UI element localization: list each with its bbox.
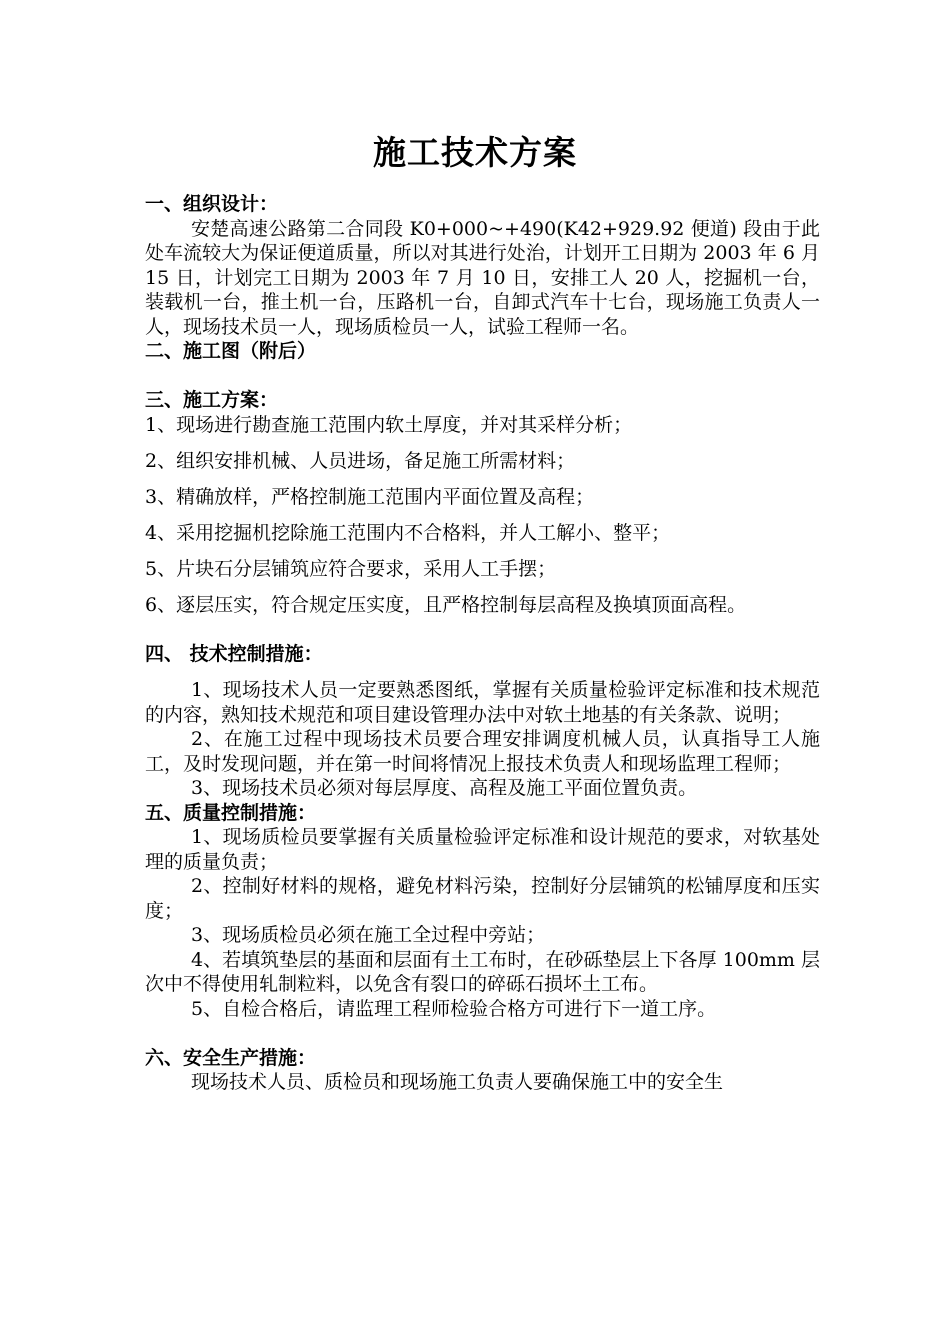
- section-heading: 一、组织设计：: [145, 193, 279, 215]
- list-item: 2、控制好材料的规格，避免材料污染，控制好分层铺筑的松铺厚度和压实度；: [145, 875, 820, 922]
- list-item: 6、逐层压实，符合规定压实度，且严格控制每层高程及换填顶面高程。: [145, 593, 747, 616]
- document-title: 施工技术方案: [373, 133, 577, 172]
- section-heading: 六、安全生产措施：: [145, 1046, 317, 1069]
- list-item: 1、现场进行勘查施工范围内软土厚度，并对其采样分析；: [145, 413, 633, 436]
- section-heading: 五、质量控制措施：: [145, 801, 317, 824]
- list-item: 3、精确放样，严格控制施工范围内平面位置及高程；: [145, 485, 595, 508]
- section-heading: 二、施工图（附后）: [145, 340, 317, 362]
- list-item: 4、若填筑垫层的基面和层面有土工布时，在砂砾垫层上下各厚 100mm 层次中不得使用轧制粒料，以免含有裂口的碎砾石损坏土工布。: [145, 948, 820, 995]
- document-body: [145, 192, 820, 1095]
- spacer: [145, 364, 820, 389]
- section-quality-control: [145, 801, 820, 1022]
- list-item: 1、现场技术人员一定要熟悉图纸，掌握有关质量检验评定标准和技术规范的内容，熟知技术规范和项目建设管理办法中对软土地基的有关条款、说明；: [145, 679, 820, 726]
- list-item: 3、现场技术员必须对每层厚度、高程及施工平面位置负责。: [191, 777, 698, 799]
- spacer: [145, 617, 820, 642]
- list-item: 5、自检合格后，请监理工程师检验合格方可进行下一道工序。: [191, 997, 717, 1020]
- list-item: 2、组织安排机械、人员进场，备足施工所需材料；: [145, 449, 576, 472]
- spacer: [145, 1021, 820, 1046]
- list-item: 4、采用挖掘机挖除施工范围内不合格料，并人工解小、整平；: [145, 521, 671, 544]
- section-heading: 三、施工方案：: [145, 389, 279, 411]
- section-drawing: [145, 339, 820, 364]
- list-item: 5、片块石分层铺筑应符合要求，采用人工手摆；: [145, 557, 557, 580]
- section-technical-control: [145, 642, 820, 801]
- plan-list: [145, 413, 820, 618]
- list-item: 1、现场质检员要掌握有关质量检验评定标准和设计规范的要求，对软基处理的质量负责；: [145, 826, 820, 873]
- section-paragraph: 安楚高速公路第二合同段 K0+000~+490(K42+929.92 便道) 段由于此处车流较大为保证便道质量，所以对其进行处治，计划开工日期为 2003 年 6 月 15 日，计划完工日期为 2003 年 7 月 10 日，安排工人 20 人，挖掘机一台，装载机一台，推土机一台，压路机一台，自卸式汽车十七台，现场施工负责人一人，现场技术员一人，现场质检员一人，试验工程师一名。: [145, 217, 820, 338]
- section-construction-plan: [145, 388, 820, 617]
- list-item: 3、现场质检员必须在施工全过程中旁站；: [191, 924, 546, 946]
- section-heading: 四、 技术控制措施：: [145, 642, 323, 665]
- list-item: 2、在施工过程中现场技术员要合理安排调度机械人员，认真指导工人施工，及时发现问题，并在第一时间将情况上报技术负责人和现场监理工程师；: [145, 728, 820, 775]
- section-safety: [145, 1046, 820, 1095]
- section-paragraph: 现场技术人员、质检员和现场施工负责人要确保施工中的安全生: [191, 1071, 724, 1093]
- section-organization: [145, 192, 820, 339]
